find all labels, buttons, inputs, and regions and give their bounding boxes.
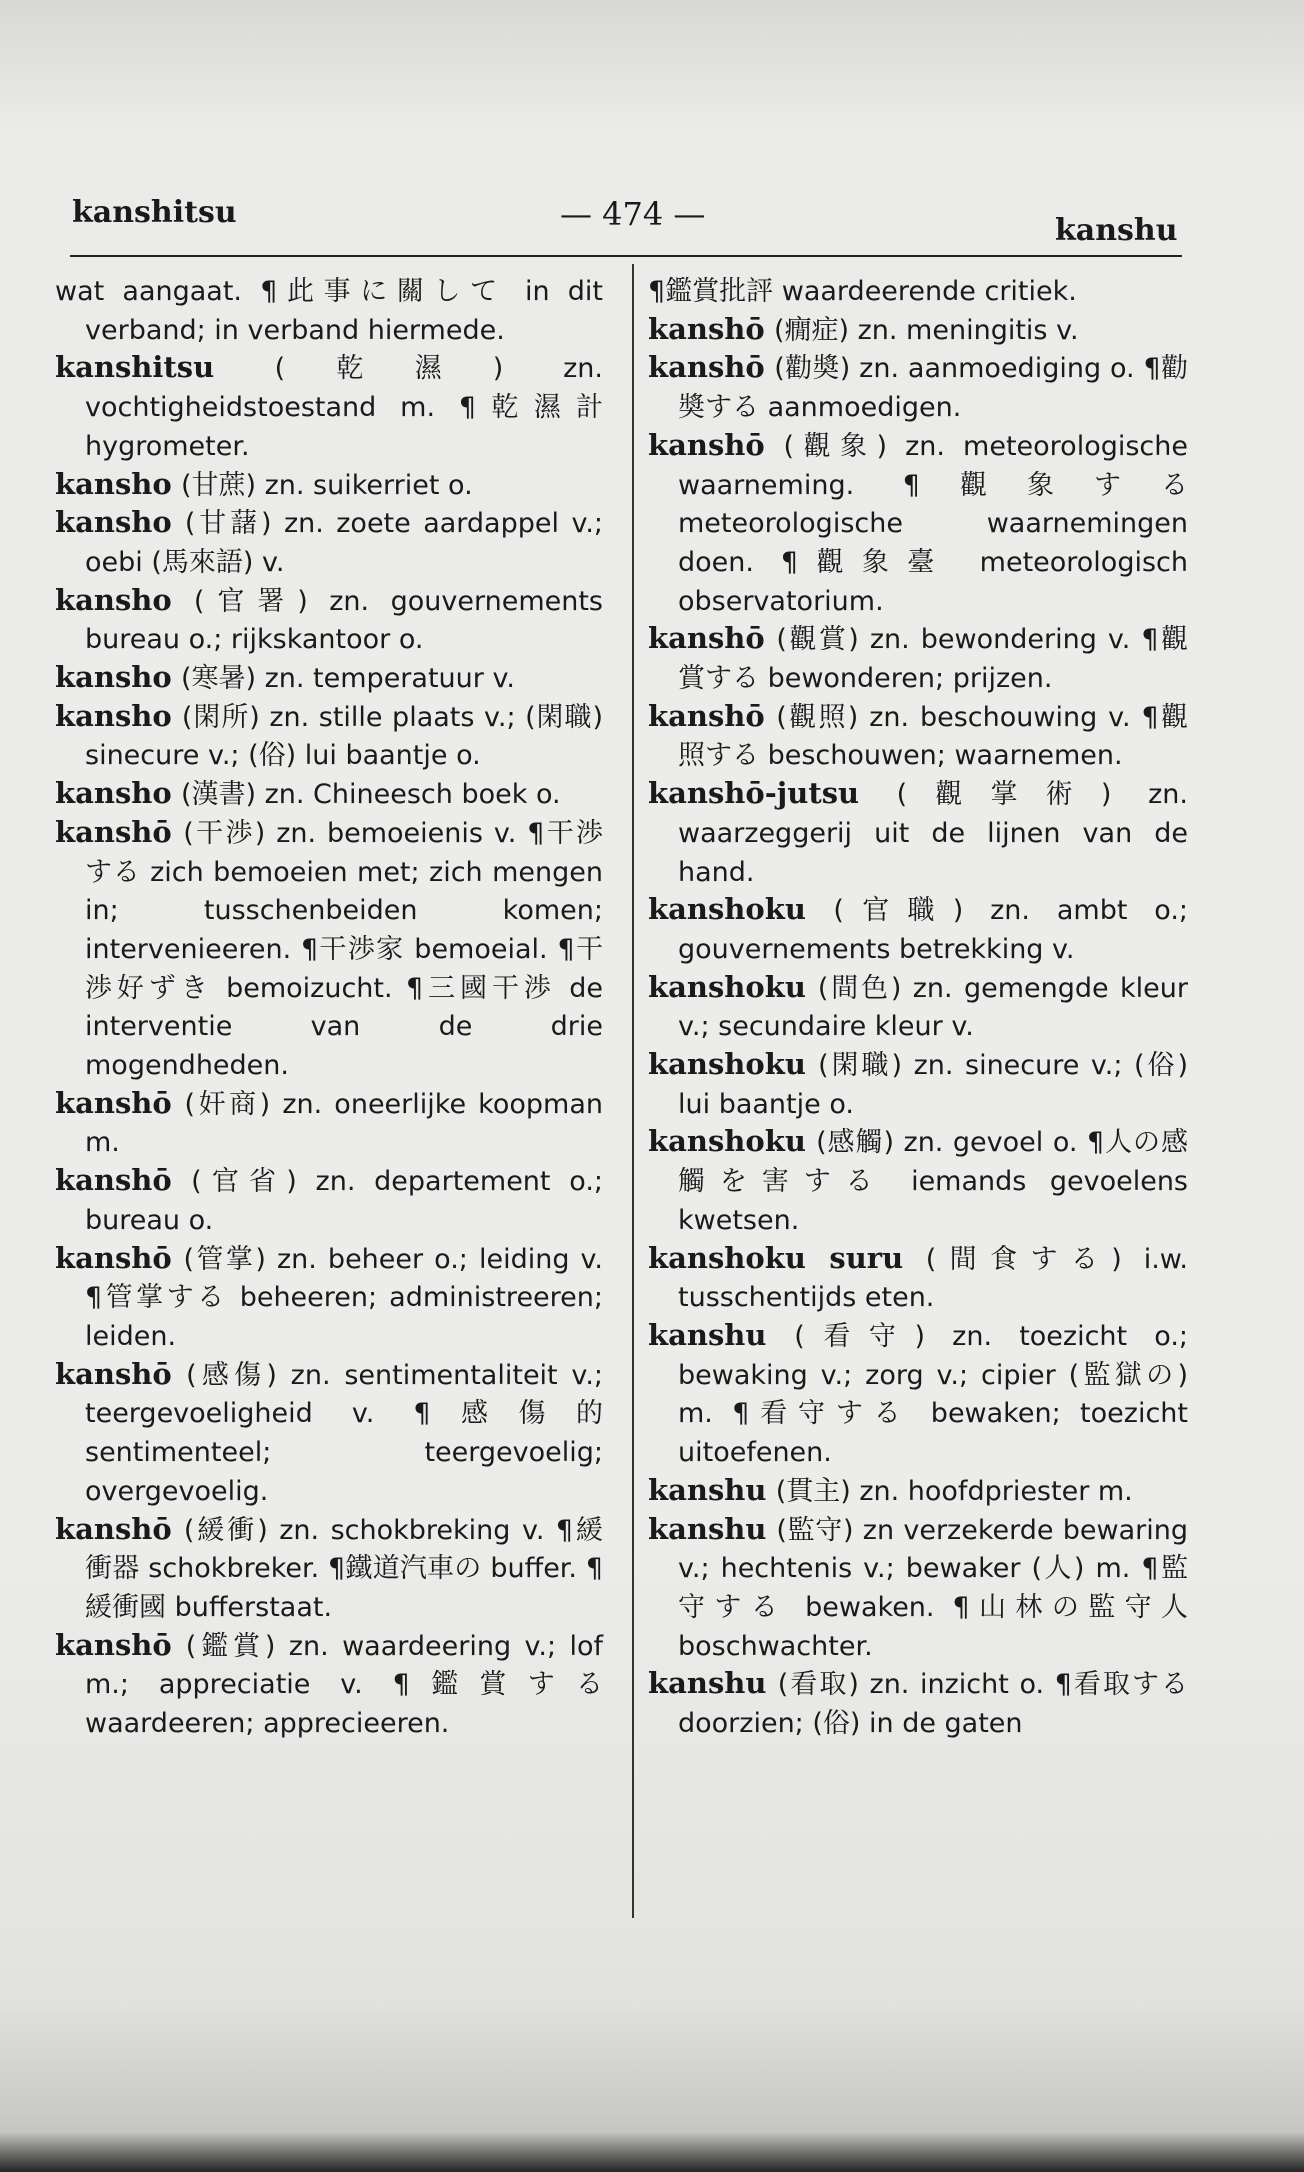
entry-text: (觀賞) zn. bewondering v. ¶觀賞する bewonderen; prijzen. (678, 624, 1188, 695)
dictionary-entry (648, 272, 1188, 311)
entry-text: (觀象) zn. meteorologische waarneming. ¶觀象する meteorologische waarnemingen doen. ¶觀象臺 meteorologisch observatorium. (678, 430, 1188, 617)
headword: kanshu (648, 1666, 767, 1701)
header-right-word: kanshu (1055, 213, 1178, 248)
dictionary-entry (55, 1356, 603, 1511)
headword: kansho (55, 505, 172, 540)
headword: kanshō (55, 1085, 172, 1120)
dictionary-entry (648, 349, 1188, 426)
entry-text: (感觸) zn. gevoel o. ¶人の感觸を害する iemands gevoelens kwetsen. (678, 1127, 1188, 1236)
dictionary-entry (55, 814, 603, 1085)
headword: kanshō (648, 621, 765, 656)
headword: kanshoku (648, 969, 806, 1004)
dictionary-entry (648, 1240, 1188, 1317)
headword: kanshō (648, 427, 765, 462)
entry-text: (癇症) zn. meningitis v. (773, 314, 1079, 346)
entry-text: (間食する) i.w. tusschentijds eten. (678, 1243, 1188, 1314)
headword: kansho (55, 698, 172, 733)
entry-text: (官職) zn. ambt o.; gouvernements betrekking v. (678, 895, 1189, 965)
headword: kanshoku (648, 1124, 806, 1159)
dictionary-entry (648, 698, 1188, 775)
entry-text: (甘藷) zn. zoete aardappel v.; oebi (馬來語) v. (85, 508, 604, 578)
dictionary-entry (648, 620, 1188, 697)
entry-text: (看守) zn. toezicht o.; bewaking v.; zorg v.; cipier (監獄の) m. ¶看守する bewaken; toezicht uitoefenen. (678, 1320, 1189, 1469)
headword: kanshu (648, 1317, 767, 1352)
entry-text: (管掌) zn. beheer o.; leiding v. ¶管掌する beheeren; administreeren; leiden. (85, 1243, 603, 1352)
headword: kanshō (648, 350, 765, 385)
right-column (648, 272, 1188, 1743)
entry-text: ¶鑑賞批評 waardeerende critiek. (648, 276, 1077, 307)
entry-text: (間色) zn. gemengde kleur v.; secundaire kleur v. (678, 972, 1188, 1043)
entry-text: (看取) zn. inzicht o. ¶看取する doorzien; (俗) in de gaten (678, 1669, 1189, 1740)
entry-text: (甘蔗) zn. suikerriet o. (180, 469, 473, 501)
header-left-word: kanshitsu (72, 195, 237, 230)
headword: kanshoku (648, 892, 806, 927)
headword: kansho (55, 466, 172, 501)
headword: kanshō (648, 698, 765, 733)
headword: kanshu (648, 1511, 767, 1546)
entry-text: (勸奬) zn. aanmoediging o. ¶勸奬する aanmoedigen. (678, 353, 1188, 424)
headword: kanshō-jutsu (648, 776, 860, 811)
running-header (0, 195, 1304, 255)
dictionary-entry (648, 1317, 1188, 1472)
headword: kanshō (55, 1240, 172, 1275)
column-divider (632, 264, 634, 1918)
headword: kanshō (55, 1163, 172, 1198)
dictionary-entry (648, 311, 1188, 350)
entry-text: (官省) zn. departement o.; bureau o. (85, 1166, 604, 1236)
headword: kansho (55, 660, 172, 695)
entry-text: (乾濕) zn. vochtigheidstoestand m. ¶乾濕計 hygrometer. (85, 353, 603, 462)
dictionary-entry (55, 504, 603, 581)
entry-text: (奸商) zn. oneerlijke koopman m. (85, 1088, 603, 1159)
entry-text: wat aangaat. ¶此事に關して in dit verband; in verband hiermede. (55, 276, 603, 346)
headword: kanshō (55, 1627, 172, 1662)
dictionary-entry (55, 582, 603, 659)
headword: kanshoku suru (648, 1240, 904, 1275)
dictionary-entry (55, 349, 603, 465)
headword: kanshō (55, 1356, 172, 1391)
headword: kanshitsu (55, 350, 215, 385)
dictionary-entry (55, 1085, 603, 1162)
page-edge-shadow (0, 2132, 1304, 2172)
dictionary-entry (55, 1162, 603, 1239)
entry-text: (寒暑) zn. temperatuur v. (180, 663, 515, 695)
entry-text: (貫主) zn. hoofdpriester m. (775, 1475, 1133, 1507)
entry-text: (鑑賞) zn. waardeering v.; lof m.; appreciatie v. ¶鑑賞する waardeeren; apprecieeren. (85, 1630, 604, 1740)
entry-text: (閑所) zn. stille plaats v.; (閑職) sinecure v.; (俗) lui baantje o. (85, 701, 603, 772)
entry-text: (觀掌術) zn. waarzeggerij uit de lijnen van de hand. (678, 779, 1188, 888)
dictionary-entry (648, 1665, 1188, 1742)
entry-text: (緩衝) zn. schokbreking v. ¶緩衝器 schokbreker. ¶鐵道汽車の buffer. ¶緩衝國 bufferstaat. (85, 1514, 604, 1623)
dictionary-entry (55, 466, 603, 505)
header-rule (70, 255, 1182, 257)
headword: kanshu (648, 1472, 767, 1507)
entry-text: (監守) zn verzekerde bewaring v.; hechtenis v.; bewaker (人) m. ¶監守する bewaken. ¶山林の監守人 boschwachter. (678, 1514, 1189, 1662)
dictionary-entry (55, 698, 603, 775)
dictionary-entry (55, 1627, 603, 1743)
dictionary-entry (55, 1511, 603, 1627)
headword: kanshō (55, 1511, 172, 1546)
left-column (55, 272, 603, 1743)
entry-text: (干渉) zn. bemoeienis v. ¶干渉する zich bemoeien met; zich mengen in; tusschenbeiden komen; intervenieeren. ¶干渉家 bemoeial. ¶干渉好ずき bemoizucht. ¶三國干渉 de interventie van de drie mogendheden. (85, 817, 604, 1082)
dictionary-entry (55, 659, 603, 698)
headword: kansho (55, 776, 172, 811)
headword: kanshoku (648, 1047, 806, 1082)
dictionary-entry (648, 1123, 1188, 1239)
headword: kanshō (55, 814, 172, 849)
dictionary-entry (55, 1240, 603, 1356)
dictionary-entry (55, 775, 603, 814)
page-number: — 474 — (560, 195, 706, 233)
dictionary-entry (648, 891, 1188, 968)
entry-text: (官署) zn. gouvernements bureau o.; rijkskantoor o. (85, 585, 604, 656)
entry-text: (閑職) zn. sinecure v.; (俗) lui baantje o. (678, 1050, 1189, 1120)
dictionary-entry (648, 427, 1188, 621)
headword: kanshō (648, 311, 765, 346)
dictionary-entry (648, 775, 1188, 891)
dictionary-entry (648, 969, 1188, 1046)
entry-text: (漢書) zn. Chineesch boek o. (180, 779, 561, 811)
dictionary-entry (648, 1046, 1188, 1123)
dictionary-entry (648, 1472, 1188, 1511)
entry-text: (觀照) zn. beschouwing v. ¶觀照する beschouwen; waarnemen. (678, 701, 1188, 772)
dictionary-entry (648, 1511, 1188, 1666)
headword: kansho (55, 582, 172, 617)
dictionary-entry (55, 272, 603, 349)
entry-text: (感傷) zn. sentimentaliteit v.; teergevoeligheid v. ¶感傷的 sentimenteel; teergevoelig; overgevoelig. (85, 1359, 603, 1507)
